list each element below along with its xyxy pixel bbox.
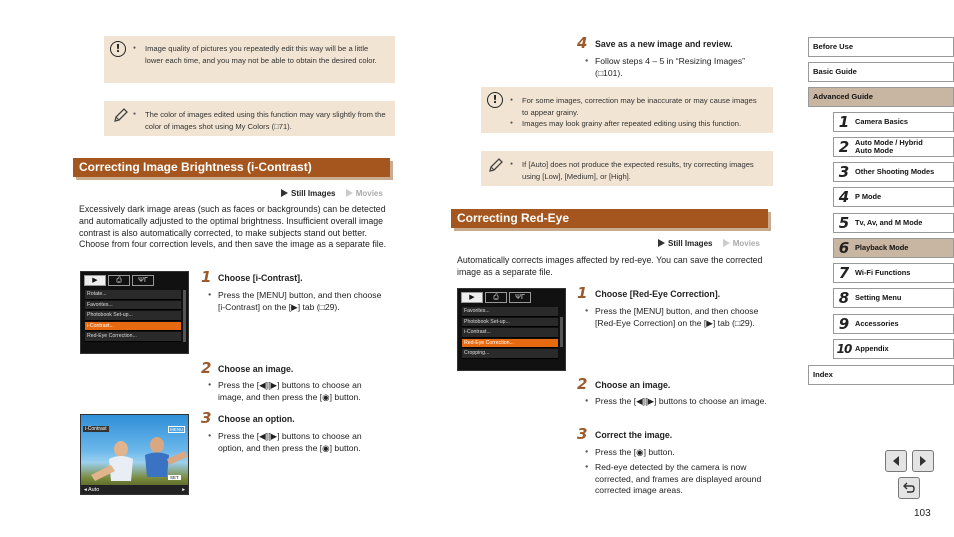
step-text: ● Press the [◀][▶] buttons to choose an image. (595, 396, 770, 408)
chapter-label: Appendix (855, 343, 889, 353)
step-number: 1 (577, 284, 588, 302)
menu-item: Photobook Set-up... (85, 311, 181, 321)
set-button-icon: SET (170, 475, 179, 480)
mode-indicator (281, 189, 383, 198)
chapter-label: P Mode (855, 191, 882, 201)
camera-menu-screen (457, 288, 566, 371)
nav-chapter-4[interactable] (833, 187, 954, 207)
mode-still: Still Images (291, 189, 336, 198)
scrollbar (560, 317, 563, 347)
chapter-label: Auto Mode / Hybrid Auto Mode (855, 137, 923, 155)
caution-note-text: ● Images may look grainy after repeated editing using this function. (522, 118, 765, 130)
photo-label: i-Contrast (85, 426, 107, 432)
play-icon (723, 239, 730, 247)
step-title: Choose an image. (595, 380, 671, 390)
pencil-icon (487, 156, 505, 174)
right-arrow-icon: ▸ (182, 487, 185, 493)
caution-note (481, 87, 773, 133)
nav-before-use[interactable]: Before Use (808, 37, 954, 57)
menu-item: Rotate... (85, 290, 181, 300)
chapter-label: Tv, Av, and M Mode (855, 217, 923, 227)
step-number: 3 (577, 425, 588, 443)
chapter-label: Playback Mode (855, 242, 909, 252)
caution-note-text: ● Image quality of pictures you repeatedly edit this way will be a little lower each time, and you may not be able to obtain the desired color. (145, 43, 387, 66)
step-text: ● Follow steps 4 – 5 in “Resizing Images” (□101). (595, 56, 770, 79)
arrow-left-icon (890, 455, 902, 467)
section-title-red-eye: Correcting Red-Eye (451, 209, 768, 228)
pencil-icon (112, 106, 130, 124)
step-number: 2 (201, 359, 212, 377)
mode-indicator (658, 239, 760, 248)
section-title-i-contrast: Correcting Image Brightness (i-Contrast) (73, 158, 390, 177)
camera-menu-screen (80, 271, 189, 354)
menu-item: Red-Eye Correction... (85, 332, 181, 342)
step-title: Choose an image. (218, 364, 294, 374)
prev-page-button[interactable] (885, 450, 907, 472)
chapter-number: 8 (838, 289, 850, 307)
nav-chapter-6[interactable] (833, 238, 954, 258)
memo-note-text: ● The color of images edited using this function may vary slightly from the color of images shot using My Colors (□71). (145, 109, 387, 132)
intro-text: Excessively dark image areas (such as faces or backgrounds) can be detected and automatically adjusted to the optimal brightness. Insufficient overall image contrast is also automatically corrected, to make subjects stand out better. Choose from four correction levels, and then save the image as a separate file. (79, 204, 387, 250)
caution-icon: ! (487, 92, 503, 108)
chapter-number: 4 (838, 188, 850, 206)
nav-chapter-5[interactable] (833, 213, 954, 233)
memo-note-text: ● If [Auto] does not produce the expected results, try correcting images using [Low], [Medium], or [High]. (522, 159, 765, 182)
step-text: ● Red-eye detected by the camera is now corrected, and frames are displayed around corrected image areas. (595, 462, 770, 497)
step-title: Choose [Red-Eye Correction]. (595, 289, 721, 299)
step-number: 1 (201, 268, 212, 286)
left-arrow-icon: ◂ (84, 487, 88, 493)
chapter-label: Accessories (855, 318, 899, 328)
caution-note-text: ● For some images, correction may be inaccurate or may cause images to appear grainy. (522, 95, 765, 118)
chapter-number: 5 (838, 214, 850, 232)
intro-text: Automatically corrects images affected by red-eye. You can save the corrected image as a separate file. (457, 255, 763, 277)
menu-item-selected: Red-Eye Correction... (462, 339, 558, 349)
return-icon (902, 481, 916, 495)
mode-movies: Movies (355, 189, 383, 198)
playback-tab: ▶ (84, 275, 106, 286)
caution-note (104, 36, 395, 83)
step-text: ● Press the [MENU] button, and then choose [Red-Eye Correction] on the [▶] tab (□29). (595, 306, 770, 329)
menu-item: Cropping... (462, 349, 558, 359)
step-number: 4 (577, 34, 588, 52)
mode-movies: Movies (732, 239, 760, 248)
step-title: Correct the image. (595, 430, 673, 440)
memo-note (104, 101, 395, 136)
print-tab: ⎙ (485, 292, 507, 303)
setup-tab: ΨΓ (132, 275, 154, 286)
option-value: Auto (88, 487, 100, 493)
nav-chapter-8[interactable] (833, 288, 954, 308)
chapter-label: Wi-Fi Functions (855, 267, 911, 277)
chapter-number: 9 (838, 315, 850, 333)
memo-note (481, 151, 773, 186)
nav-chapter-1[interactable] (833, 112, 954, 132)
nav-chapter-10[interactable] (833, 339, 954, 359)
nav-chapter-9[interactable] (833, 314, 954, 334)
play-icon (281, 189, 288, 197)
option-bar (81, 485, 188, 495)
menu-item-selected: i-Contrast... (85, 322, 181, 332)
play-icon (658, 239, 665, 247)
arrow-right-icon (917, 455, 929, 467)
menu-item: i-Contrast... (462, 328, 558, 338)
chapter-label: Setting Menu (855, 292, 902, 302)
step-number: 3 (201, 409, 212, 427)
step-text: ● Press the [◉] button. (595, 447, 770, 459)
step-text: ● Press the [◀][▶] buttons to choose an option, and then press the [◉] button. (218, 431, 388, 454)
menu-item: Photobook Set-up... (462, 318, 558, 328)
caution-icon: ! (110, 41, 126, 57)
nav-chapter-3[interactable] (833, 162, 954, 182)
step-title: Choose [i-Contrast]. (218, 273, 303, 283)
nav-index[interactable]: Index (808, 365, 954, 385)
chapter-number: 1 (838, 113, 850, 131)
step-title: Choose an option. (218, 414, 295, 424)
chapter-label: Camera Basics (855, 116, 909, 126)
chapter-number: 2 (838, 138, 850, 156)
setup-tab: ΨΓ (509, 292, 531, 303)
chapter-number: 7 (838, 264, 850, 282)
chapter-number: 6 (838, 239, 850, 257)
menu-button-icon: MENU (170, 427, 184, 432)
chapter-number: 10 (836, 342, 852, 356)
chapter-number: 3 (838, 163, 850, 181)
mode-still: Still Images (668, 239, 713, 248)
print-tab: ⎙ (108, 275, 130, 286)
step-number: 2 (577, 375, 588, 393)
nav-chapter-7[interactable] (833, 263, 954, 283)
camera-photo-screen (80, 414, 189, 495)
chapter-label: Other Shooting Modes (855, 166, 935, 176)
next-page-button[interactable] (912, 450, 934, 472)
playback-tab: ▶ (461, 292, 483, 303)
scrollbar (183, 290, 186, 342)
step-text: ● Press the [◀][▶] buttons to choose an image, and then press the [◉] button. (218, 380, 388, 403)
play-icon (346, 189, 353, 197)
menu-item: Favorites... (462, 307, 558, 317)
step-text: ● Press the [MENU] button, and then choose [i-Contrast] on the [▶] tab (□29). (218, 290, 388, 313)
return-button[interactable] (898, 477, 920, 499)
menu-item: Favorites... (85, 301, 181, 311)
nav-basic-guide[interactable]: Basic Guide (808, 62, 954, 82)
nav-chapter-2[interactable] (833, 137, 954, 157)
nav-advanced-guide[interactable]: Advanced Guide (808, 87, 954, 107)
step-title: Save as a new image and review. (595, 39, 733, 49)
page-number: 103 (914, 508, 931, 519)
